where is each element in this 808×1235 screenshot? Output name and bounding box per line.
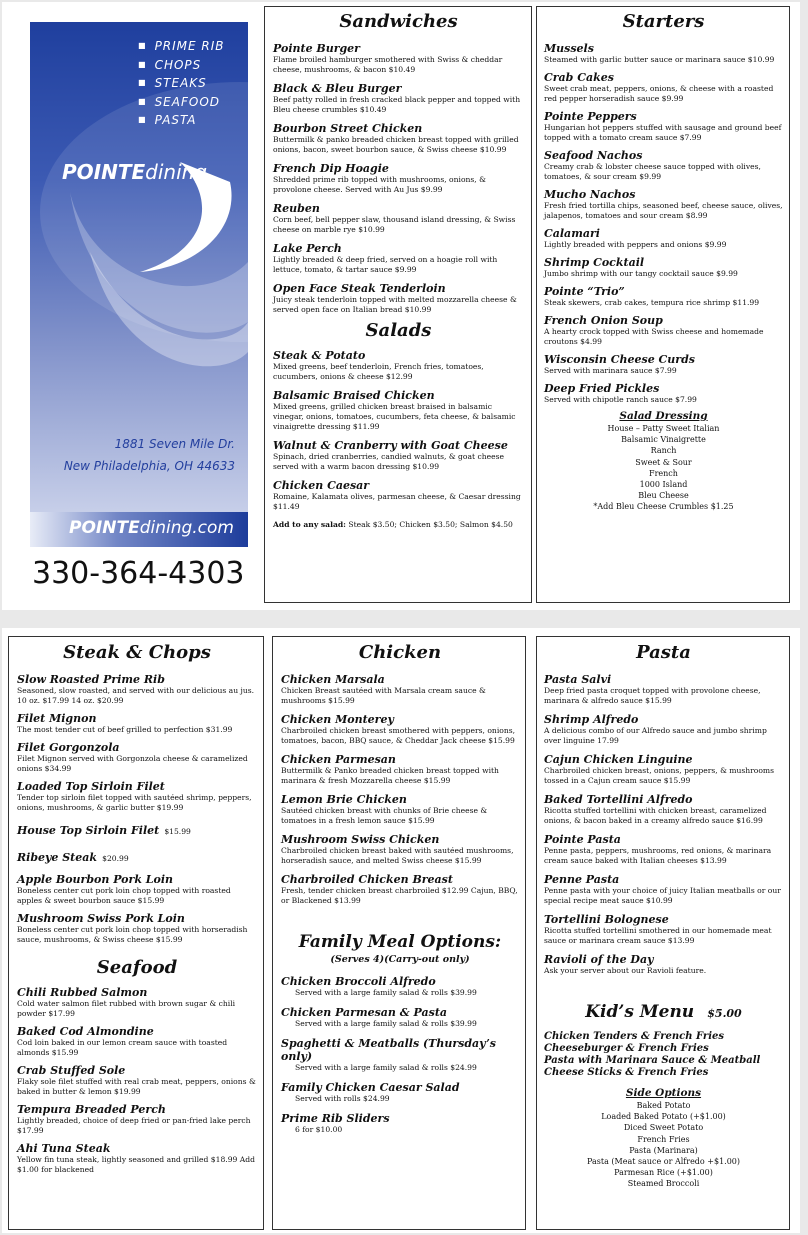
menu-item [17, 673, 257, 706]
item-desc: Lightly breaded, choice of deep fried or pan-fried lake perch $17.99 [17, 1116, 251, 1135]
item-name: Filet Gorgonzola [17, 741, 120, 754]
item-name: Slow Roasted Prime Rib [17, 673, 165, 686]
item-name: Pointe Pasta [544, 833, 621, 846]
menu-item [544, 833, 783, 866]
pasta-kids-panel [536, 636, 790, 1230]
item-desc: Steamed with garlic butter sauce or marinara sauce $10.99 [544, 55, 775, 64]
item-name: French Dip Hoagie [273, 162, 389, 175]
phone-number: 330-364-4303 [32, 556, 245, 591]
item-name: Calamari [544, 227, 600, 240]
item-name: Filet Mignon [17, 712, 97, 725]
menu-item [17, 873, 257, 906]
chicken-family-panel [272, 636, 526, 1230]
menu-item [544, 110, 783, 143]
item-name: Seafood Nachos [544, 149, 643, 162]
item-desc: Ricotta stuffed tortellini smothered in our homemade meat sauce or marinara cream sauce $13.99 [544, 926, 772, 945]
item-name: Pointe Peppers [544, 110, 637, 123]
side-option: Diced Sweet Potato [623, 1123, 704, 1133]
item-name: Apple Bourbon Pork Loin [17, 873, 174, 886]
item-desc: Charbroiled chicken breast smothered with peppers, onions, tomatoes, bacon, BBQ sauce, & Cheddar Jack cheese $15.99 [281, 726, 516, 745]
side-option: Pasta (Marinara) [629, 1145, 698, 1155]
kids-item: Pasta with Marinara Sauce & Meatball [544, 1055, 761, 1066]
item-desc: Served with a large family salad & rolls $39.99 [295, 1019, 477, 1028]
menu-item [17, 1025, 257, 1058]
kids-list [544, 1031, 783, 1079]
item-name: Wisconsin Cheese Curds [544, 353, 695, 366]
item-desc: Cold water salmon filet rubbed with brown sugar & chili powder $17.99 [17, 999, 236, 1018]
chicken-list [281, 673, 519, 906]
item-desc: Boneless center cut pork loin chop topped with horseradish sauce, mushrooms, & Swiss cheese $15.99 [17, 925, 248, 944]
menu-item [273, 242, 524, 275]
menu-item [544, 673, 783, 706]
item-desc: A delicious combo of our Alfredo sauce and jumbo shrimp over linguine 17.99 [544, 726, 767, 745]
item-name: Bourbon Street Chicken [273, 122, 423, 135]
item-name: Walnut & Cranberry with Goat Cheese [273, 439, 508, 452]
item-desc: Filet Mignon served with Gorgonzola cheese & caramelized onions $34.99 [17, 754, 248, 773]
starters-list [544, 42, 783, 405]
menu-item [17, 1103, 257, 1136]
menu-item [544, 149, 783, 182]
item-name: Balsamic Braised Chicken [273, 389, 435, 402]
pasta-list [544, 673, 783, 976]
menu-item [273, 122, 524, 155]
dressing-option: Sweet & Sour [635, 457, 692, 467]
address-line-2: New Philadelphia, OH 44633 [63, 459, 235, 473]
side-options-list [544, 1100, 783, 1190]
item-name: Mushroom Swiss Pork Loin [17, 912, 185, 925]
salad-addon-label: Add to any salad: [273, 520, 346, 529]
item-name: Ravioli of the Day [544, 953, 654, 966]
menu-item [281, 873, 519, 906]
website-bold: POINTE [69, 518, 140, 538]
item-name: Shrimp Alfredo [544, 713, 639, 726]
item-desc: A hearty crock topped with Swiss cheese and homemade croutons $4.99 [544, 327, 764, 346]
menu-item [544, 314, 783, 347]
menu-item [273, 162, 524, 195]
salad-dressing-list [544, 423, 783, 513]
section-title-chicken: Chicken [358, 642, 442, 663]
side-option: Loaded Baked Potato (+$1.00) [601, 1112, 726, 1122]
cover-category: ■ PRIME RIB [138, 38, 225, 57]
menu-item [544, 42, 783, 65]
item-desc: Beef patty rolled in fresh cracked black pepper and topped with Bleu cheese crumbles $10.49 [273, 95, 521, 114]
section-title-pasta: Pasta [636, 642, 691, 663]
item-name: Chicken Marsala [281, 673, 385, 686]
menu-item [281, 1006, 519, 1029]
dressing-option: French [649, 468, 678, 478]
item-name: Black & Bleu Burger [273, 82, 402, 95]
logo [62, 160, 207, 184]
item-name: Chicken Monterey [281, 713, 394, 726]
item-name: Pointe Burger [273, 42, 360, 55]
item-name: Pointe “Trio” [544, 285, 625, 298]
item-name: Mushroom Swiss Chicken [281, 833, 440, 846]
salad-dressing-title: Salad Dressing [619, 410, 708, 422]
website-light: dining.com [139, 518, 234, 538]
item-desc: Served with marinara sauce $7.99 [544, 366, 677, 375]
seafood-list [17, 986, 257, 1175]
kids-price: $5.00 [707, 1007, 742, 1020]
kids-item: Cheeseburger & French Fries [544, 1043, 709, 1054]
side-option: Steamed Broccoli [627, 1179, 700, 1189]
section-title-family: Family Meal Options: [298, 932, 502, 952]
menu-item [281, 793, 519, 826]
item-desc: Seasoned, slow roasted, and served with our delicious au jus. 10 oz. $17.99 14 oz. $20.99 [17, 686, 255, 705]
item-price: $20.99 [102, 854, 129, 863]
dressing-option: Ranch [650, 446, 677, 456]
item-desc: Served with rolls $24.99 [295, 1094, 390, 1103]
item-desc: Deep fried pasta croquet topped with provolone cheese, marinara & alfredo sauce $15.99 [544, 686, 761, 705]
dressing-option: Bleu Cheese [638, 491, 689, 501]
side-option: French Fries [637, 1134, 690, 1144]
menu-item [273, 82, 524, 115]
side-options-title: Side Options [625, 1087, 702, 1099]
item-desc: Charbroiled chicken breast baked with sautéed mushrooms, horseradish sauce, and melted Swiss cheese $15.99 [281, 846, 514, 865]
menu-item [281, 1081, 519, 1104]
cover-category: ■ SEAFOOD [138, 94, 225, 113]
menu-item [273, 42, 524, 75]
item-desc: Lightly breaded & deep fried, served on a hoagie roll with lettuce, tomato, & tartar sauce $9.99 [273, 255, 498, 274]
menu-item [17, 986, 257, 1019]
menu-item [544, 227, 783, 250]
item-name: Ahi Tuna Steak [17, 1142, 111, 1155]
menu-item [273, 282, 524, 315]
dressing-option: Balsamic Vinaigrette [621, 435, 706, 445]
salads-list [273, 349, 524, 512]
menu-item [544, 71, 783, 104]
cover-category: ■ CHOPS [138, 57, 225, 76]
menu-item [544, 753, 783, 786]
section-title-salads: Salads [365, 320, 432, 341]
cover-category: ■ STEAKS [138, 75, 225, 94]
item-desc: Penne pasta with your choice of juicy Italian meatballs or our special recipe meat sauce $10.99 [544, 886, 781, 905]
menu-item [544, 382, 783, 405]
menu-item [544, 256, 783, 279]
menu-item [273, 479, 524, 512]
item-desc: Mixed greens, grilled chicken breast braised in balsamic vinegar, onions, tomatoes, cucumbers, feta cheese, & balsamic vinaigrette dressing $11.99 [273, 402, 516, 431]
dressing-option: 1000 Island [639, 480, 688, 490]
dressing-option: *Add Bleu Cheese Crumbles $1.25 [593, 502, 734, 512]
menu-item [544, 285, 783, 308]
item-name: Penne Pasta [544, 873, 620, 886]
item-desc: Fresh, tender chicken breast charbroiled $12.99 Cajun, BBQ, or Blackened $13.99 [281, 886, 518, 905]
menu-item [273, 202, 524, 235]
menu-item [281, 975, 519, 998]
item-name: Loaded Top Sirloin Filet [17, 780, 165, 793]
item-desc: Sautéed chicken breast with chunks of Brie cheese & tomatoes in a fresh lemon sauce $15.99 [281, 806, 488, 825]
menu-item [544, 793, 783, 826]
menu-item [17, 846, 257, 865]
item-desc: Cod loin baked in our lemon cream sauce with toasted almonds $15.99 [17, 1038, 228, 1057]
cover-category-list [138, 38, 225, 131]
menu-item [273, 389, 524, 432]
item-desc: Corn beef, bell pepper slaw, thousand island dressing, & Swiss cheese on marble rye $10.99 [273, 215, 516, 234]
item-name: Pasta Salvi [544, 673, 612, 686]
salad-addon [273, 520, 524, 530]
item-name: Family Chicken Caesar Salad [281, 1081, 460, 1094]
item-name: Deep Fried Pickles [544, 382, 660, 395]
item-desc: Flame broiled hamburger smothered with Swiss & cheddar cheese, mushrooms, & bacon $10.49 [273, 55, 503, 74]
item-desc: Jumbo shrimp with our tangy cocktail sauce $9.99 [544, 269, 738, 278]
item-desc: Flaky sole filet stuffed with real crab meat, peppers, onions & baked in butter & lemon $19.99 [17, 1077, 256, 1096]
side-option: Baked Potato [636, 1101, 691, 1110]
item-name: French Onion Soup [544, 314, 663, 327]
menu-item [544, 913, 783, 946]
item-name: Lemon Brie Chicken [281, 793, 407, 806]
section-title-starters: Starters [622, 11, 705, 32]
kids-item: Chicken Tenders & French Fries [544, 1031, 724, 1042]
section-title-seafood: Seafood [96, 957, 178, 978]
item-desc: Chicken Breast sautéed with Marsala cream sauce & mushrooms $15.99 [281, 686, 486, 705]
item-desc: Yellow fin tuna steak, lightly seasoned and grilled $18.99 Add $1.00 for blackened [17, 1155, 256, 1174]
menu-item [281, 1112, 519, 1135]
menu-item [17, 1142, 257, 1175]
item-name: Mussels [544, 42, 594, 55]
menu-item [281, 1037, 519, 1073]
item-desc: Shredded prime rib topped with mushrooms, onions, & provolone cheese. Served with Au Jus $9.99 [273, 175, 486, 194]
starters-panel [536, 6, 790, 603]
item-desc: Served with a large family salad & rolls $39.99 [295, 988, 477, 997]
sandwiches-list [273, 42, 524, 315]
item-name: Baked Cod Almondine [17, 1025, 154, 1038]
item-name: Lake Perch [273, 242, 342, 255]
item-name: Cajun Chicken Linguine [544, 753, 693, 766]
item-desc: Penne pasta, peppers, mushrooms, red onions, & marinara cream sauce baked with Italian cheeses $13.99 [544, 846, 772, 865]
kids-item: Cheese Sticks & French Fries [544, 1067, 709, 1078]
item-name: Spaghetti & Meatballs (Thursday’s only) [281, 1037, 496, 1063]
item-name: Chicken Caesar [273, 479, 370, 492]
menu-item [17, 912, 257, 945]
item-desc: Buttermilk & Panko breaded chicken breast topped with marinara & fresh Mozzarella cheese $15.99 [281, 766, 499, 785]
logo-bold: POINTE [62, 160, 146, 184]
item-name: Chicken Parmesan [281, 753, 396, 766]
item-desc: Juicy steak tenderloin topped with melted mozzarella cheese & served open face on Italian bread $10.99 [273, 295, 517, 314]
menu-item [544, 353, 783, 376]
section-title-sandwiches: Sandwiches [339, 11, 458, 32]
item-desc: Sweet crab meat, peppers, onions, & cheese with a roasted red pepper horseradish sauce $9.99 [544, 84, 774, 103]
item-desc: Fresh fried tortilla chips, seasoned beef, cheese sauce, olives, jalapenos, tomatoes and sour cream $8.99 [544, 201, 783, 220]
cover-category: ■ PASTA [138, 112, 225, 131]
logo-light: dining [145, 160, 208, 184]
item-name: Crab Stuffed Sole [17, 1064, 126, 1077]
item-name: Baked Tortellini Alfredo [544, 793, 693, 806]
item-name: Tempura Breaded Perch [17, 1103, 166, 1116]
website[interactable] [69, 518, 234, 538]
section-title-kids: Kid’s Menu [585, 1002, 695, 1022]
menu-item [544, 188, 783, 221]
menu-item [17, 1064, 257, 1097]
item-name: Shrimp Cocktail [544, 256, 645, 269]
menu-item [544, 873, 783, 906]
menu-item [281, 713, 519, 746]
menu-item [281, 833, 519, 866]
item-name: House Top Sirloin Filet [17, 824, 160, 837]
item-name: Mucho Nachos [544, 188, 636, 201]
item-desc: Charbroiled chicken breast, onions, peppers, & mushrooms tossed in a Cajun cream sauce $15.99 [544, 766, 774, 785]
steak-list [17, 673, 257, 945]
item-name: Reuben [273, 202, 320, 215]
item-name: Chili Rubbed Salmon [17, 986, 148, 999]
menu-item [281, 673, 519, 706]
item-name: Steak & Potato [273, 349, 366, 362]
item-name: Tortellini Bolognese [544, 913, 669, 926]
item-desc: Buttermilk & panko breaded chicken breast topped with grilled onions, bacon, sweet bourbon sauce, & Swiss cheese $10.99 [273, 135, 519, 154]
item-name: Chicken Parmesan & Pasta [281, 1006, 448, 1019]
item-desc: Mixed greens, beef tenderloin, French fries, tomatoes, cucumbers, onions & cheese $12.99 [273, 362, 484, 381]
steak-seafood-panel [8, 636, 264, 1230]
item-name: Charbroiled Chicken Breast [281, 873, 453, 886]
salad-addon-text: Steak $3.50; Chicken $3.50; Salmon $4.50 [348, 520, 513, 529]
family-subtitle: (Serves 4)(Carry-out only) [330, 954, 470, 965]
website-bar [30, 512, 248, 547]
item-desc: Ask your server about our Ravioli feature. [544, 966, 707, 975]
menu-item [17, 819, 257, 838]
item-desc: Lightly breaded with peppers and onions $9.99 [544, 240, 727, 249]
sandwiches-salads-panel [264, 6, 532, 603]
menu-item [17, 780, 257, 813]
menu-item [281, 753, 519, 786]
section-title-steak: Steak & Chops [63, 642, 211, 663]
item-name: Chicken Broccoli Alfredo [281, 975, 436, 988]
item-desc: Romaine, Kalamata olives, parmesan cheese, & Caesar dressing $11.49 [273, 492, 521, 511]
item-desc: The most tender cut of beef grilled to perfection $31.99 [17, 725, 233, 734]
item-desc: Boneless center cut pork loin chop topped with roasted apples & sweet bourbon sauce $15.99 [17, 886, 231, 905]
item-desc: Hungarian hot peppers stuffed with sausage and ground beef topped with a tomato cream sauce $7.99 [544, 123, 782, 142]
address-line-1: 1881 Seven Mile Dr. [114, 437, 235, 451]
item-desc: Served with chipotle ranch sauce $7.99 [544, 395, 697, 404]
menu-item [273, 349, 524, 382]
item-name: Ribeye Steak [17, 851, 98, 864]
item-desc: Served with a large family salad & rolls $24.99 [295, 1063, 477, 1072]
item-desc: 6 for $10.00 [295, 1125, 343, 1134]
menu-item [544, 713, 783, 746]
menu-item [17, 741, 257, 774]
item-name: Open Face Steak Tenderloin [273, 282, 446, 295]
item-desc: Steak skewers, crab cakes, tempura rice shrimp $11.99 [544, 298, 760, 307]
side-option: Parmesan Rice (+$1.00) [614, 1168, 713, 1178]
item-desc: Creamy crab & lobster cheese sauce topped with olives, tomatoes, & sour cream $9.99 [544, 162, 761, 181]
cover-panel [30, 22, 248, 547]
item-price: $15.99 [164, 827, 191, 836]
item-desc: Tender top sirloin filet topped with sautéed shrimp, peppers, onions, mushrooms, & garlic butter $19.99 [17, 793, 252, 812]
menu-item [273, 439, 524, 472]
side-option: Pasta (Meat sauce or Alfredo +$1.00) [586, 1157, 741, 1167]
family-list [281, 975, 519, 1135]
item-name: Crab Cakes [544, 71, 614, 84]
menu-item [17, 712, 257, 735]
dressing-option: House – Patty Sweet Italian [607, 424, 720, 433]
kids-header [544, 1002, 783, 1022]
item-desc: Spinach, dried cranberries, candied walnuts, & goat cheese served with a warm bacon dressing $10.99 [273, 452, 504, 471]
item-desc: Ricotta stuffed tortellini with chicken breast, caramelized onions, & bacon baked in a creamy alfredo sauce $16.99 [544, 806, 767, 825]
item-name: Prime Rib Sliders [281, 1112, 390, 1125]
menu-item [544, 953, 783, 976]
